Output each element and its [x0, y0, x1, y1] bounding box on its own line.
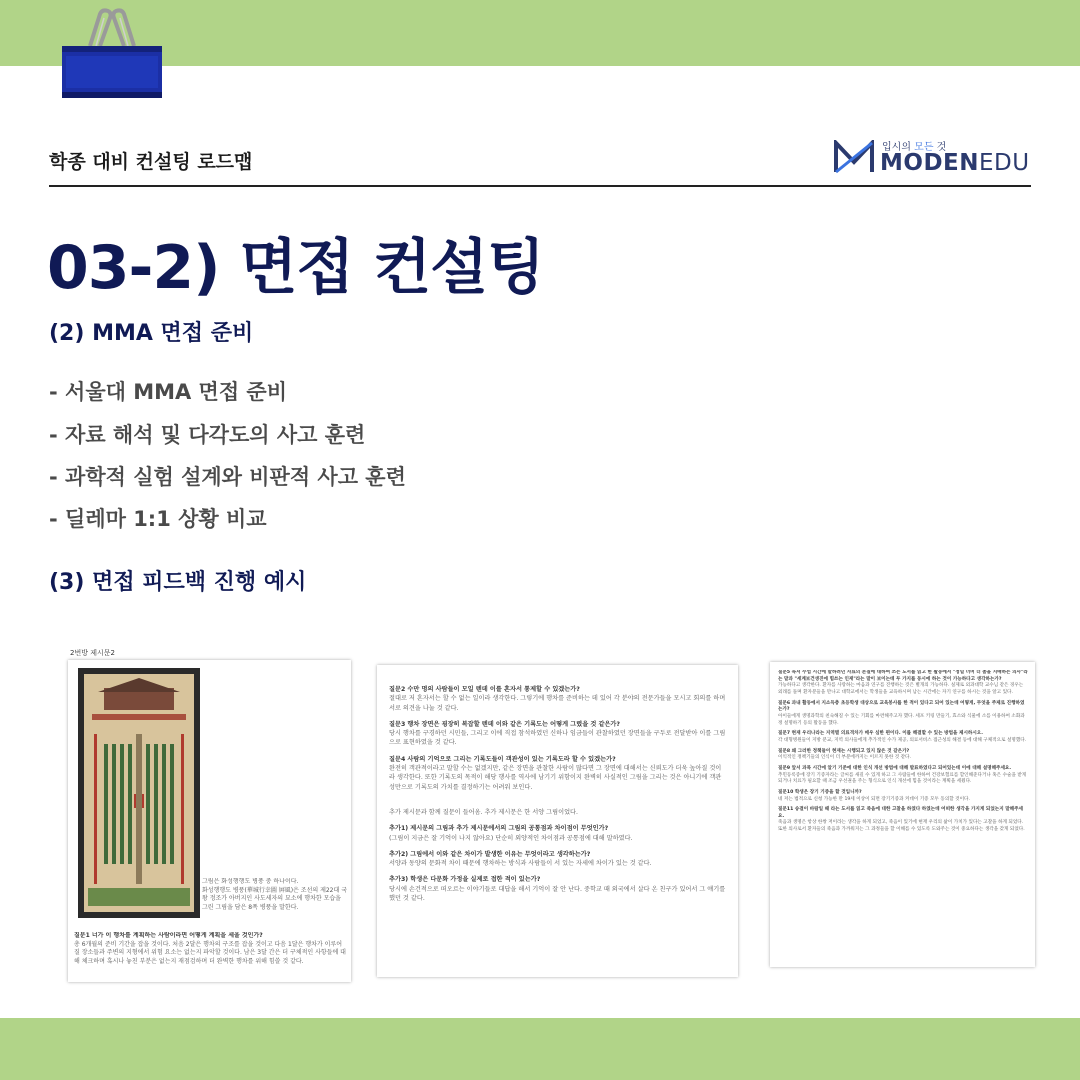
feedback-doc-3: [770, 662, 1035, 967]
procession-painting-icon: [84, 674, 194, 912]
modenedu-logo-icon: [834, 140, 874, 174]
modenedu-logo: [834, 136, 1030, 180]
feedback-doc-2: [377, 665, 738, 977]
bullet-item: - 서울대 MMA 면접 준비: [49, 380, 288, 404]
bullet-item: - 자료 해석 및 다각도의 사고 훈련: [49, 423, 366, 447]
section-title-feedback: (3) 면접 피드백 진행 예시: [49, 570, 307, 595]
feedback-doc-1: [68, 660, 351, 982]
doc1-caption: 그림은 화성행행도 병풍 중 하나이다. 화성행행도 병풍(華城行幸圖 屛風)은 조선의 제22대 국왕 정조가 아버지인 사도세자의 묘소에 행차한 모습을 그린 그림을 담은 8폭 병풍을 말한다.: [202, 878, 347, 912]
doc3-text: 질문5 독서 수업 시간에 말하려던 자료의 본질에 대하여 쓰는 도서를 읽고 한 활동에서 "정밀 너머 더 좀을 지배하는 의사"라는 말과 "세계보건생진에 힘쓰는 인재"라는 말이 보이는데 두 가지를 동시에 하는 것이 가능하다고 생각하는가? 가능하다고 생각한다. 환자를 사랑하는 마음과 연구를 진행하는 것은 별개의 가능하다. 실제로 외과대학 교수님 같은 경우는 외래를 돌며 환자분들을 만나고 대학교에서는 학생들을 교육하시며 남는 시간에는 자기 연구를 하시는 것을 알고 있다. 질문6 과내 활동에서 지소득층 초등학생 대상으로 교육봉사를 한 적이 있다고 되어 있는데 어떻게, 무엇을 주제로 진행하였는가? 아이들에게 생명과학의 친숙해질 수 있는 기회를 마련해주고자 했다. 세포 키링 만들기, 효소와 식물에 소를 이용하여 소화과정 설명하기 등의 활동을 했다. 질문7 현재 우리나라는 지역별 의료격차가 매우 심한 편이다. 이를 해결할 수 있는 방법을 제시하시오. 각 대형병원들이 지방 분교, 지역 의사들에게 추가적인 수가 제공, 의료서비스 접근성의 해결 등에 대해 구체적으로 설명했다. 질문8 왜 그러한 정책들이 현재는 시행되고 있지 않은 것 같은가? 이익적인 정책기들의 인식이 더 부분에까지는 이르지 못한 것 같다. 질문9 앞서 과목 시간에 알기 기준에 대한 인식 개선 방법에 대해 발표하였다고 되어있는데 이에 대해 설명해주세요. 추민등록증에 장기 기증자라는 글씨를 새길 수 있게 하고 그 사람들에 한하여 건강보험료를 할인해준다거나 혹은 수술을 받게 되거나 치료가 필요할 때 조금 우선권을 주는 형식으로 인식 개선에 힘을 것이라는 계획을 세웠다. 질문10 학생은 장기 기증을 할 것입니까? 네 저는 법적으로 신청 가능한 만 19세 이상이 되면 장기기증과 커데이 기증 모두 동의할 것이다. 질문11 송결이 바람일 때 라는 도서를 읽고 죽음에 대한 고찰을 하였다 하였는데 어떠한 생각을 가지게 되었는지 말해주세요. 죽음과 생명은 항상 한쌍 저이라는 생각을 하게 되었고, 죽음이 있기에 현재 우리의 삶이 가치가 있다는 고찰을 하게 되었다. 또한 의사로서 환자들의 죽음과 가까워지는 그 과정들을 할 이해를 수 있도록 도와주는 것이 중요하다는 생각을 갖게 되었다.: [778, 670, 1028, 833]
bullet-item: - 딜레마 1:1 상황 비교: [49, 507, 267, 531]
logo-tagline: 입시의 모든 것: [882, 142, 947, 153]
doc1-label: 2번방 제시문2: [70, 649, 115, 657]
bullet-item: - 과학적 실험 설계와 비판적 사고 훈련: [49, 465, 406, 489]
doc1-qa: 질문1 너가 이 행차를 계획하는 사람이라면 어떻게 계획을 세울 것인가? 총 6개월의 준비 기간을 잡을 것이다. 처음 2달은 행차의 구조를 잡을 것이고 다음 1달은 행차가 이루어질 장소들과 주변의 지형에서 위험 요소는 없는지 파악할 것이다. 남은 3달 간은 더 구체적인 사항들에 대해 체크하며 혹시나 놓친 부분은 없는지 재점검하며 더 완벽한 행차를 위해 힘쓸 것 같다.: [74, 932, 346, 966]
painting-image: [78, 668, 200, 918]
doc2-text: 질문2 수만 명의 사람들이 모일 텐데 이를 혼자서 통제할 수 있겠는가? 절대로 저 혼자서는 할 수 없는 일이라 생각한다. 그렇기에 행차를 준비하는 데 있어 각 분야의 전문가들을 모시고 회의를 하며 서로 의견을 나눌 것 같다. 질문3 행차 장면은 굉장히 복잡할 텐데 이와 같은 기록도는 어떻게 그렸을 것 같은가? 당시 행차를 구경하던 시민들, 그리고 이에 직접 참석하였던 신하나 임금들이 관찰하였던 장면들을 구두로 전달받아 이를 그림으로 표현하였을 것 같다. 질문4 사람의 기억으로 그리는 기록도들이 객관성이 있는 기록도라 할 수 있겠는가? 완전히 객관적이라고 말할 수는 없겠지만, 같은 장면을 관찰한 사람이 많다면 그 장면에 대해서는 신뢰도가 더욱 높아질 것이라 생각한다. 또한 기록도의 목적이 해당 행사를 역사에 남기기 위함이지 완벽히 사실적인 그림을 그리는 것은 아니기에 객관성만으로 기록도의 가치를 결정하기는 어려워 보인다. 추가 제시문과 함께 질문이 들어옴. 추가 제시문은 한 서양 그림이었다. 추가1) 제시문의 그림과 추가 제시문에서의 그림의 공통점과 차이점이 무엇인가? (그림이 지금은 잘 기억이 나지 않아요) 단순히 외양적인 차이점과 공통점에 대해 말하였다. 추가2) 그림에서 이와 같은 차이가 발생한 이유는 무엇이라고 생각하는가? 서양과 동양의 문화적 차이 때문에 행차하는 방식과 사람들이 서 있는 자세에 차이가 있는 것 같다. 추가3) 학생은 다문화 가정을 실제로 접한 적이 있는가? 당시에 손건적으로 떠오르는 이야기들로 대답을 해서 기억이 잘 안 난다. 중학교 때 외국에서 살다 온 친구가 있어서 그 얘기를 했던 것 같다.: [389, 686, 726, 903]
section-title-mma: (2) MMA 면접 준비: [49, 321, 254, 346]
logo-wordmark: MODENEDU: [880, 150, 1030, 176]
binder-clip-icon: [60, 8, 164, 102]
header-title: 학종 대비 컨설팅 로드맵: [49, 151, 253, 173]
page-title: 03-2) 면접 컨설팅: [47, 233, 545, 303]
header-divider: [49, 185, 1031, 187]
bottom-green-band: [0, 1018, 1080, 1080]
